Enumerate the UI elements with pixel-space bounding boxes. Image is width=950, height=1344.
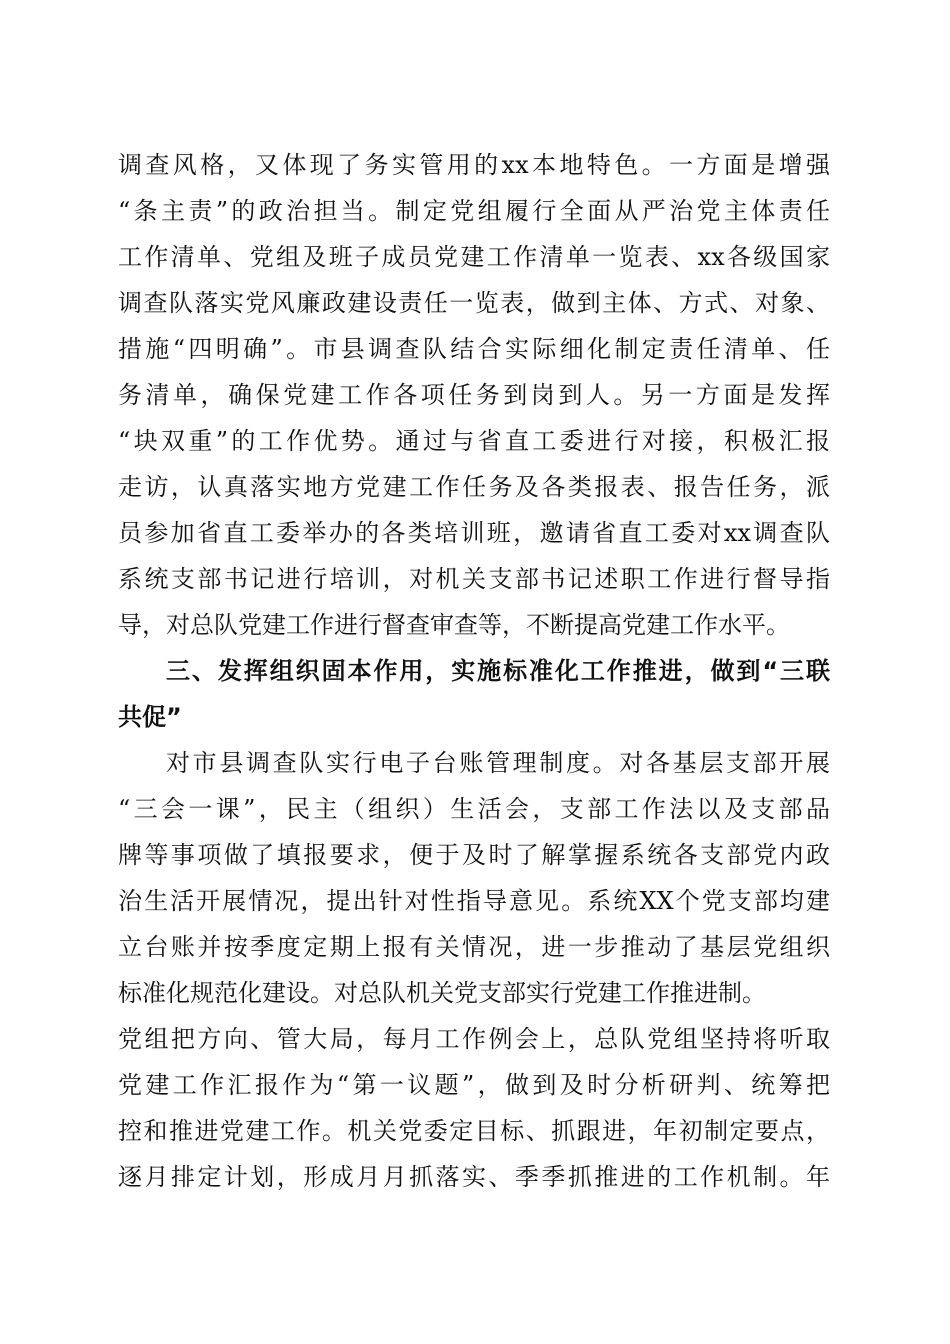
paragraph-2-line-9: 控和推进党建工作。机关党委定目标、抓跟进，年初制定要点， xyxy=(118,1117,830,1145)
paragraph-1-line-9: 员参加省直工委举办的各类培训班，邀请省直工委对xx调查队 xyxy=(118,519,830,547)
paragraph-1-line-11: 导，对总队党建工作进行督查审查等，不断提高党建工作水平。 xyxy=(118,611,790,639)
paragraph-2-line-4: 治生活开展情况，提出针对性指导意见。系统XX个党支部均建 xyxy=(118,887,830,915)
paragraph-2-line-2: “三会一课”，民主（组织）生活会，支部工作法以及支部品 xyxy=(118,795,830,823)
paragraph-2-line-6: 标准化规范化建设。对总队机关党支部实行党建工作推进制。 xyxy=(118,979,766,1007)
paragraph-2-line-7: 党组把方向、管大局，每月工作例会上，总队党组坚持将听取 xyxy=(118,1025,830,1053)
paragraph-1-line-8: 走访，认真落实地方党建工作任务及各类报表、报告任务，派 xyxy=(118,473,830,501)
paragraph-1-line-1: 调查风格，又体现了务实管用的xx本地特色。一方面是增强 xyxy=(118,151,830,179)
paragraph-1-line-3: 工作清单、党组及班子成员党建工作清单一览表、xx各级国家 xyxy=(118,243,830,271)
paragraph-2-line-8: 党建工作汇报作为“第一议题”，做到及时分析研判、统筹把 xyxy=(118,1071,830,1099)
section-heading-line-2: 共促” xyxy=(118,703,182,731)
paragraph-1-line-7: “块双重”的工作优势。通过与省直工委进行对接，积极汇报 xyxy=(118,427,830,455)
paragraph-1-line-5: 措施“四明确”。市县调查队结合实际细化制定责任清单、任 xyxy=(118,335,830,363)
paragraph-2-line-10: 逐月排定计划，形成月月抓落实、季季抓推进的工作机制。年 xyxy=(118,1163,830,1191)
paragraph-1-line-6: 务清单，确保党建工作各项任务到岗到人。另一方面是发挥 xyxy=(118,381,830,409)
paragraph-1-line-10: 系统支部书记进行培训，对机关支部书记述职工作进行督导指 xyxy=(118,565,830,593)
paragraph-1-line-2: “条主责”的政治担当。制定党组履行全面从严治党主体责任 xyxy=(118,197,830,225)
paragraph-2-line-3: 牌等事项做了填报要求，便于及时了解掌握系统各支部党内政 xyxy=(118,841,830,869)
paragraph-2-line-1: 对市县调查队实行电子台账管理制度。对各基层支部开展 xyxy=(166,749,830,777)
paragraph-1-line-4: 调查队落实党风廉政建设责任一览表，做到主体、方式、对象、 xyxy=(118,289,830,317)
section-heading-line-1: 三、发挥组织固本作用，实施标准化工作推进，做到“三联 xyxy=(166,657,830,685)
paragraph-2-line-5: 立台账并按季度定期上报有关情况，进一步推动了基层党组织 xyxy=(118,933,830,961)
